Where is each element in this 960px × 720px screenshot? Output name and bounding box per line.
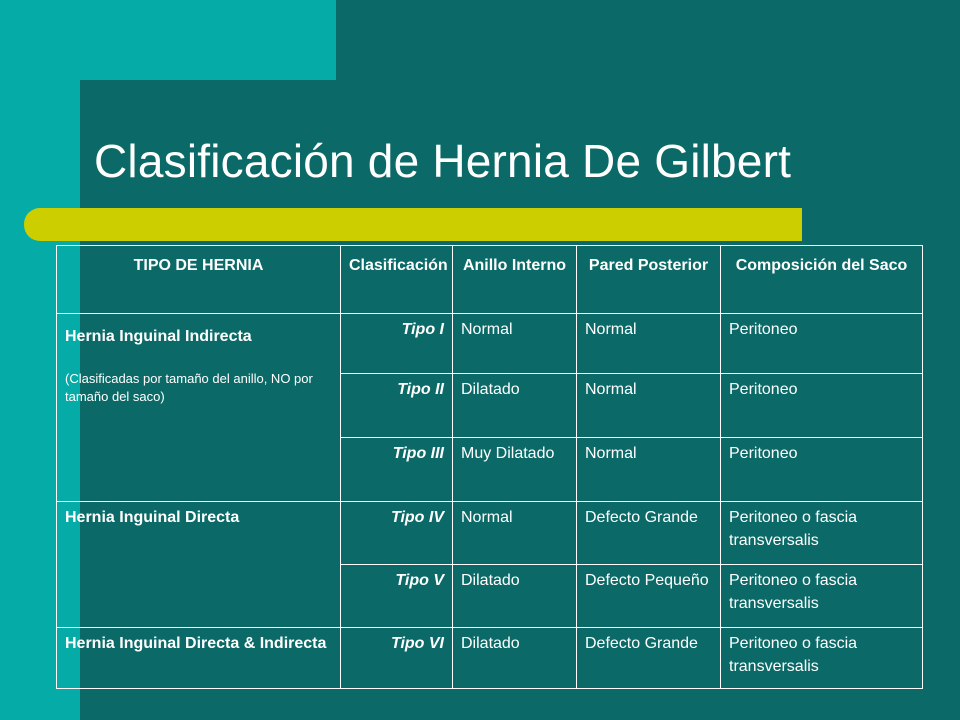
table-row — [57, 628, 923, 689]
pared-cell: Defecto Grande — [577, 628, 721, 689]
header-pared-posterior: Pared Posterior — [577, 246, 721, 314]
anillo-cell: Dilatado — [453, 374, 577, 438]
category-name: Hernia Inguinal Directa — [65, 509, 240, 526]
hernia-classification-table — [56, 245, 923, 689]
table-header-row — [57, 246, 923, 314]
category-cell-directa — [57, 502, 341, 628]
slide-title: Clasificación de Hernia De Gilbert — [94, 135, 792, 187]
category-cell-directa-indirecta — [57, 628, 341, 689]
table-row — [57, 314, 923, 374]
saco-cell: Peritoneo o fascia transversalis — [721, 502, 923, 565]
tipo-cell: Tipo V — [341, 565, 453, 628]
category-name: Hernia Inguinal Indirecta — [65, 328, 252, 345]
saco-cell: Peritoneo — [721, 438, 923, 502]
tipo-cell: Tipo I — [341, 314, 453, 374]
accent-bar — [24, 208, 802, 241]
header-clasificacion: Clasificación — [341, 246, 453, 314]
anillo-cell: Muy Dilatado — [453, 438, 577, 502]
tipo-cell: Tipo VI — [341, 628, 453, 689]
saco-cell: Peritoneo — [721, 314, 923, 374]
pared-cell: Normal — [577, 314, 721, 374]
header-composicion-del-saco: Composición del Saco — [721, 246, 923, 314]
anillo-cell: Normal — [453, 502, 577, 565]
pared-cell: Normal — [577, 438, 721, 502]
tipo-cell: Tipo IV — [341, 502, 453, 565]
category-cell-indirecta — [57, 314, 341, 502]
tipo-cell: Tipo III — [341, 438, 453, 502]
saco-cell: Peritoneo o fascia transversalis — [721, 565, 923, 628]
category-note: (Clasificadas por tamaño del anillo, NO por tamaño del saco) — [65, 371, 313, 404]
header-tipo-de-hernia: TIPO DE HERNIA — [57, 246, 341, 314]
pared-cell: Defecto Grande — [577, 502, 721, 565]
anillo-cell: Dilatado — [453, 565, 577, 628]
pared-cell: Defecto Pequeño — [577, 565, 721, 628]
anillo-cell: Normal — [453, 314, 577, 374]
anillo-cell: Dilatado — [453, 628, 577, 689]
pared-cell: Normal — [577, 374, 721, 438]
saco-cell: Peritoneo o fascia transversalis — [721, 628, 923, 689]
table-row — [57, 502, 923, 565]
header-anillo-interno: Anillo Interno — [453, 246, 577, 314]
saco-cell: Peritoneo — [721, 374, 923, 438]
tipo-cell: Tipo II — [341, 374, 453, 438]
category-name: Hernia Inguinal Directa & Indirecta — [65, 635, 327, 652]
